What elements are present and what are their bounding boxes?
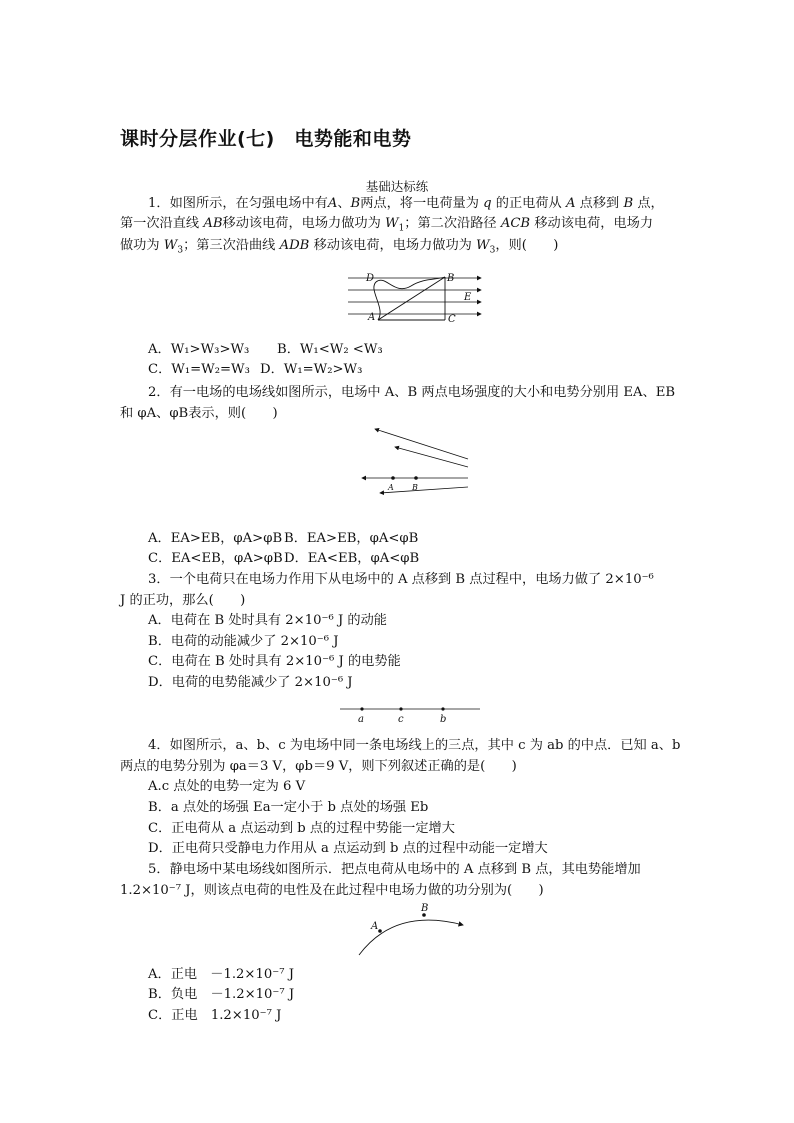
q5-option-a[interactable]: A．正电 －1.2×10⁻⁷ J <box>148 967 294 982</box>
q3-option-c[interactable]: C．电荷在 B 处时具有 2×10⁻⁶ J 的电势能 <box>148 654 401 669</box>
q5-option-b[interactable]: B．负电 －1.2×10⁻⁷ J <box>148 987 295 1002</box>
q5-line-1: 5．静电场中某电场线如图所示．把点电荷从电场中的 A 点移到 B 点，其电势能增加 <box>148 862 641 877</box>
q4-figure <box>340 703 482 725</box>
point-a <box>360 707 363 710</box>
q2-line-2: 和 φA、φB表示，则( ) <box>120 406 278 421</box>
q5-figure <box>355 903 467 959</box>
q1-option-a[interactable]: A．W₁>W₃>W₃ <box>148 342 250 357</box>
q3-option-d[interactable]: D．电荷的电势能减少了 2×10⁻⁶ J <box>148 675 353 690</box>
point-A <box>378 929 382 933</box>
q1-line-2: 第一次沿直线 AB移动该电荷，电场力做功为 $W_1$；第二次沿路径 ACB 移动该电荷，电场力 <box>120 216 654 234</box>
q2-option-d[interactable]: D．EA<EB，φA<φB <box>284 551 420 566</box>
q1-option-d[interactable]: D．W₁=W₂>W₃ <box>260 362 363 377</box>
q2-option-a[interactable]: A．EA>EB，φA>φB <box>148 531 283 546</box>
q1-line-1: 1．如图所示，在匀强电场中有A、B两点，将一电荷量为 q 的正电荷从 A 点移到 B 点， <box>148 196 664 211</box>
q2-option-b[interactable]: B．EA>EB，φA<φB <box>284 531 419 546</box>
q3-line-2: J 的正功，那么( ) <box>120 593 246 608</box>
label-B: B <box>447 273 455 284</box>
point-c <box>399 707 402 710</box>
label-c: c <box>398 714 404 725</box>
section-heading: 基础达标练 <box>365 179 429 194</box>
q1-figure <box>346 268 486 328</box>
q4-option-a[interactable]: A.c 点处的电势一定为 6 V <box>148 779 306 794</box>
label-A: A <box>371 921 379 932</box>
q3-line-1: 3．一个电荷只在电场力作用下从电场中的 A 点移到 B 点过程中，电场力做了 2×10⁻⁶ <box>148 572 654 587</box>
q4-option-b[interactable]: B．a 点处的场强 Ea一定小于 b 点处的场强 Eb <box>148 800 429 815</box>
label-B: B <box>421 903 429 914</box>
q4-line-1: 4．如图所示，a、b、c 为电场中同一条电场线上的三点，其中 c 为 ab 的中点．已知 a、b <box>148 738 681 753</box>
label-A: A <box>388 483 394 492</box>
q4-option-d[interactable]: D．正电荷只受静电力作用从 a 点运动到 b 点的过程中动能一定增大 <box>148 841 548 856</box>
q5-line-2: 1.2×10⁻⁷ J，则该点电荷的电性及在此过程中电场力做的功分别为( ) <box>120 883 544 898</box>
q4-line-2: 两点的电势分别为 φa＝3 V，φb＝9 V，则下列叙述正确的是( ) <box>120 759 517 774</box>
label-A: A <box>368 312 376 323</box>
point-B <box>414 476 418 480</box>
label-C: C <box>448 314 456 325</box>
q2-line-1: 2．有一电场的电场线如图所示，电场中 A、B 两点电场强度的大小和电势分别用 EA、EB <box>148 385 676 400</box>
q1-line-3: 做功为 $W_3$；第三次沿曲线 ADB 移动该电荷，电场力做功为 $W_3$，则( ) <box>120 238 559 256</box>
label-B: B <box>412 483 418 492</box>
point-A <box>391 476 395 480</box>
q2-option-c[interactable]: C．EA<EB，φA>φB <box>148 551 283 566</box>
label-E: E <box>464 292 472 303</box>
q1-option-c[interactable]: C．W₁=W₂=W₃ <box>148 362 250 377</box>
q4-option-c[interactable]: C．正电荷从 a 点运动到 b 点的过程中势能一定增大 <box>148 821 455 836</box>
label-b: b <box>440 714 447 725</box>
q3-option-a[interactable]: A．电荷在 B 处时具有 2×10⁻⁶ J 的动能 <box>148 613 387 628</box>
page-title: 课时分层作业(七) 电势能和电势 <box>120 128 412 150</box>
q1-option-b[interactable]: B．W₁<W₂ <W₃ <box>277 342 383 357</box>
label-a: a <box>358 714 364 725</box>
label-D: D <box>366 273 375 284</box>
point-b <box>441 707 444 710</box>
q3-option-b[interactable]: B．电荷的动能减少了 2×10⁻⁶ J <box>148 634 339 649</box>
q5-option-c[interactable]: C．正电 1.2×10⁻⁷ J <box>148 1008 282 1023</box>
q2-figure <box>360 425 472 495</box>
field-line-upper <box>395 447 468 467</box>
